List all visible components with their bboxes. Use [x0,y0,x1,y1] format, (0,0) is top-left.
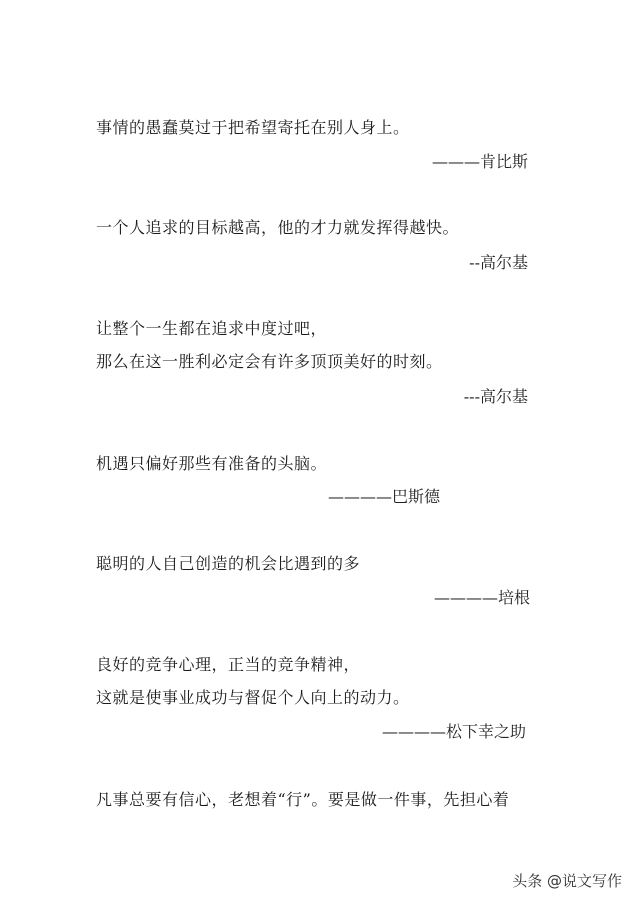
quote-1-author: ———肯比斯 [431,152,528,171]
quote-3-line-1: 让整个一生都在追求中度过吧， [96,319,328,338]
quote-7-line-1: 凡事总要有信心，老想着“行”。要是做一件事，先担心着 [96,790,510,809]
quote-5-author: ————培根 [434,588,531,607]
watermark-text: 头条 @说文写作 [512,872,622,890]
quote-2-line-1: 一个人追求的目标越高，他的才力就发挥得越快。 [96,218,460,237]
quote-1-line-1: 事情的愚蠢莫过于把希望寄托在别人身上。 [96,118,410,137]
quote-6-author: ————松下幸之助 [382,722,527,741]
quote-4-line-1: 机遇只偏好那些有准备的头脑。 [96,454,328,473]
quote-3-line-2: 那么在这一胜利必定会有许多顶顶美好的时刻。 [96,352,443,371]
quote-6-line-2: 这就是使事业成功与督促个人向上的动力。 [96,688,410,707]
quote-2-author: --高尔基 [469,253,528,272]
quote-5-line-1: 聪明的人自己创造的机会比遇到的多 [96,554,361,573]
quote-6-line-1: 良好的竞争心理，正当的竞争精神， [96,655,361,674]
quote-4-author: ————巴斯德 [328,487,441,506]
quote-3-author: ---高尔基 [463,387,528,406]
